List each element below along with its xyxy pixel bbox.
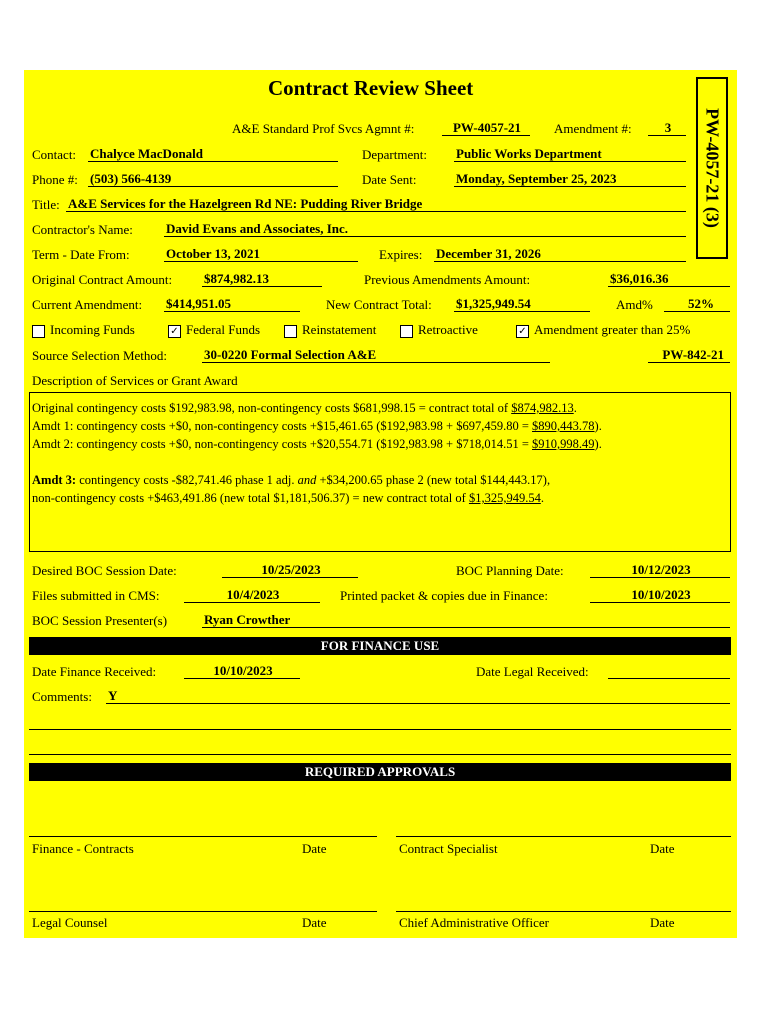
source-selection-label: Source Selection Method:	[32, 348, 168, 363]
department-field[interactable]: Public Works Department	[454, 146, 686, 162]
description-line-2: Amdt 1: contingency costs +$0, non-contingency costs +$15,461.65 ($192,983.98 + $697,459.80 = $890,443.78).	[32, 419, 602, 433]
previous-amendments-field[interactable]: $36,016.36	[608, 271, 730, 287]
comments-line-3[interactable]	[29, 754, 731, 755]
agreement-label: A&E Standard Prof Svcs Agmnt #:	[232, 121, 415, 136]
new-total-field[interactable]: $1,325,949.54	[454, 296, 590, 312]
date-sent-label: Date Sent:	[362, 172, 417, 187]
legal-date-label: Date	[302, 915, 327, 930]
checkbox-reinstatement[interactable]	[284, 325, 297, 338]
finance-contracts-label: Finance - Contracts	[32, 841, 134, 856]
phone-label: Phone #:	[32, 172, 78, 187]
contract-specialist-date-label: Date	[650, 841, 675, 856]
files-cms-label: Files submitted in CMS:	[32, 588, 160, 603]
comments-field[interactable]: Y	[106, 688, 730, 704]
legal-received-field[interactable]	[608, 663, 730, 679]
title-label: Title:	[32, 197, 60, 212]
checkbox-incoming-funds[interactable]	[32, 325, 45, 338]
expires-field[interactable]: December 31, 2026	[434, 246, 686, 262]
boc-planning-label: BOC Planning Date:	[456, 563, 564, 578]
checkbox-label-reinstatement: Reinstatement	[302, 322, 377, 337]
date-sent-field[interactable]: Monday, September 25, 2023	[454, 171, 686, 187]
current-amendment-label: Current Amendment:	[32, 297, 143, 312]
department-label: Department:	[362, 147, 427, 162]
contract-number-tag	[696, 77, 728, 259]
comments-label: Comments:	[32, 689, 92, 704]
previous-amendments-label: Previous Amendments Amount:	[364, 272, 531, 287]
finance-use-header: FOR FINANCE USE	[29, 637, 731, 655]
new-total-label: New Contract Total:	[326, 297, 432, 312]
contract-review-sheet	[24, 70, 737, 938]
finance-date-label: Date	[302, 841, 327, 856]
boc-planning-field[interactable]: 10/12/2023	[590, 562, 730, 578]
signature-line-finance[interactable]	[29, 836, 377, 837]
amd-pct-label: Amd%	[616, 297, 653, 312]
contact-field[interactable]: Chalyce MacDonald	[88, 146, 338, 162]
presenter-label: BOC Session Presenter(s)	[32, 613, 168, 628]
description-line-1: Original contingency costs $192,983.98, non-contingency costs $681,998.15 = contract total of $874,982.13.	[32, 401, 577, 415]
description-line-3: Amdt 2: contingency costs +$0, non-contingency costs +$20,554.71 ($192,983.98 + $718,014.51 = $910,998.49).	[32, 437, 602, 451]
contractor-label: Contractor's Name:	[32, 222, 133, 237]
checkbox-federal-funds[interactable]: ✓	[168, 325, 181, 338]
finance-received-field[interactable]: 10/10/2023	[184, 663, 300, 679]
title-field[interactable]: A&E Services for the Hazelgreen Rd NE: Pudding River Bridge	[66, 196, 686, 212]
signature-line-legal[interactable]	[29, 911, 377, 912]
checkbox-label-federal-funds: Federal Funds	[186, 322, 261, 337]
boc-session-label: Desired BOC Session Date:	[32, 563, 177, 578]
printed-packet-field[interactable]: 10/10/2023	[590, 587, 730, 603]
boc-session-field[interactable]: 10/25/2023	[222, 562, 358, 578]
checkbox-label-retroactive: Retroactive	[418, 322, 478, 337]
files-cms-field[interactable]: 10/4/2023	[184, 587, 320, 603]
legal-received-label: Date Legal Received:	[476, 664, 589, 679]
cao-label: Chief Administrative Officer	[399, 915, 549, 930]
contract-specialist-label: Contract Specialist	[399, 841, 498, 856]
phone-field[interactable]: (503) 566-4139	[88, 171, 338, 187]
expires-label: Expires:	[379, 247, 423, 262]
checkbox-retroactive[interactable]	[400, 325, 413, 338]
amendment-label: Amendment #:	[554, 121, 632, 136]
checkbox-amendment-over-25[interactable]: ✓	[516, 325, 529, 338]
term-from-field[interactable]: October 13, 2021	[164, 246, 358, 262]
legal-counsel-label: Legal Counsel	[32, 915, 108, 930]
printed-packet-label: Printed packet & copies due in Finance:	[340, 588, 548, 603]
source-selection-ref-field[interactable]: PW-842-21	[648, 347, 730, 363]
original-amount-label: Original Contract Amount:	[32, 272, 173, 287]
required-approvals-header: REQUIRED APPROVALS	[29, 763, 731, 781]
source-selection-field[interactable]: 30-0220 Formal Selection A&E	[202, 347, 550, 363]
page-title: Contract Review Sheet	[268, 76, 474, 100]
contact-label: Contact:	[32, 147, 77, 162]
contract-number-tag-text: PW-4057-21 (3)	[702, 108, 723, 228]
original-amount-field[interactable]: $874,982.13	[202, 271, 322, 287]
description-line-4: Amdt 3: contingency costs -$82,741.46 phase 1 adj. and +$34,200.65 phase 2 (new total $144,443.17),	[32, 473, 551, 487]
presenter-field[interactable]: Ryan Crowther	[202, 612, 730, 628]
checkbox-label-incoming-funds: Incoming Funds	[50, 322, 135, 337]
signature-line-cao[interactable]	[396, 911, 731, 912]
description-line-5: non-contingency costs +$463,491.86 (new total $1,181,506.37) = new contract total of $1,325,949.54.	[32, 491, 544, 505]
finance-received-label: Date Finance Received:	[32, 664, 157, 679]
comments-line-2[interactable]	[29, 729, 731, 730]
signature-line-contract-specialist[interactable]	[396, 836, 731, 837]
checkbox-label-amendment-over-25: Amendment greater than 25%	[534, 322, 691, 337]
agreement-number-field[interactable]: PW-4057-21	[442, 120, 530, 136]
current-amendment-field[interactable]: $414,951.05	[164, 296, 300, 312]
contractor-field[interactable]: David Evans and Associates, Inc.	[164, 221, 686, 237]
amd-pct-field[interactable]: 52%	[664, 296, 730, 312]
term-from-label: Term - Date From:	[32, 247, 130, 262]
cao-date-label: Date	[650, 915, 675, 930]
description-box[interactable]	[29, 392, 731, 552]
description-label: Description of Services or Grant Award	[32, 373, 238, 388]
amendment-number-field[interactable]: 3	[648, 120, 686, 136]
